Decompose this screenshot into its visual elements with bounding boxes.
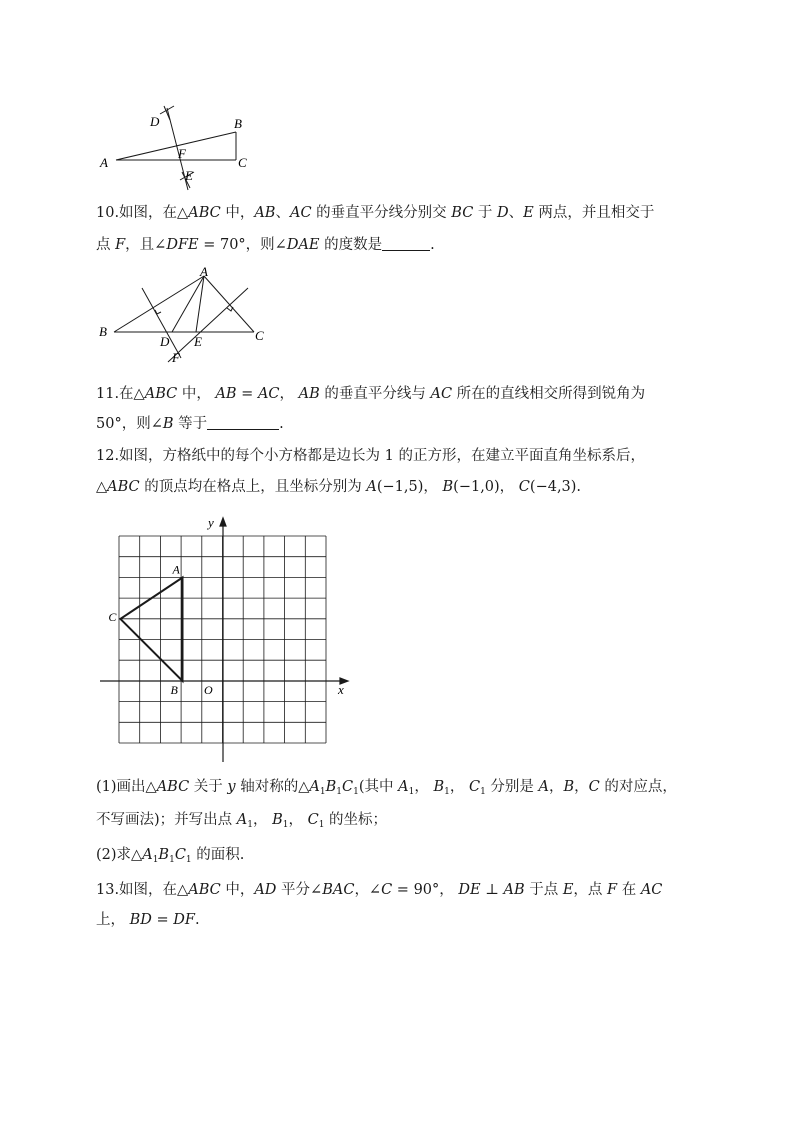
x-axis-label: x	[338, 682, 344, 697]
fig2-label-e: E	[194, 334, 202, 349]
q11-line-1: 11.在△ABC 中， AB = AC， AB 的垂直平分线与 AC 所在的直线相交所得到锐角为	[96, 386, 646, 402]
q10-answer-blank[interactable]	[382, 236, 430, 251]
fig2-label-f: F	[172, 350, 180, 365]
triangle-abc	[120, 578, 182, 682]
fig2-label-c: C	[255, 328, 264, 343]
q12-part1-line-2: 不写画法)；并写出点 $A_1$， $B_1$， $C_1$ 的坐标；	[96, 812, 388, 830]
axes	[100, 518, 348, 762]
y-axis-label: y	[208, 515, 214, 530]
fig1-label-c: C	[238, 155, 247, 170]
q13-line-2: 上， BD = DF.	[96, 912, 200, 928]
point-b-label: B	[170, 683, 178, 697]
fig1-label-f: F	[178, 146, 186, 161]
coordinate-grid-figure	[96, 512, 356, 764]
q12-part1-line-1: (1)画出△ABC 关于 y 轴对称的$\triangle A_1B_1C_1$(其中 $A_1$， $B_1$， $C_1$ 分别是 A，B，C 的对应点，	[96, 779, 677, 797]
fig1-label-a: A	[100, 155, 108, 170]
fig2-label-d: D	[160, 334, 170, 349]
point-a-label: A	[172, 562, 180, 577]
q10-line-2: 点 F，且∠DFE = 70°，则∠DAE 的度数是 .	[96, 237, 435, 253]
y-axis-arrow	[220, 518, 226, 526]
q12-part2: (2)求$\triangle A_1B_1C_1$ 的面积.	[96, 847, 245, 865]
q11-line-2: 50°，则∠B 等于 .	[96, 416, 284, 432]
q11-answer-blank[interactable]	[207, 415, 279, 430]
figure-2-triangle	[96, 264, 276, 368]
fig1-label-b: B	[234, 116, 242, 131]
fig1-label-d: D	[150, 114, 160, 129]
q12-line-1: 12.如图，方格纸中的每个小方格都是边长为 1 的正方形，在建立平面直角坐标系后，	[96, 448, 646, 464]
origin-label: O	[204, 683, 213, 697]
fig1-label-e: E	[185, 168, 193, 183]
q10-line-1: 10.如图，在△ABC 中，AB、AC 的垂直平分线分别交 BC 于 D、E 两点，并且相交于	[96, 205, 655, 221]
q13-line-1: 13.如图，在△ABC 中，AD 平分∠BAC，∠C = 90°， DE ⊥ AB 于点 E，点 F 在 AC	[96, 882, 663, 898]
fig2-label-a: A	[200, 264, 208, 279]
fig2-label-b: B	[99, 324, 107, 339]
q12-line-2: △ABC 的顶点均在格点上，且坐标分别为 A(−1,5)， B(−1,0)， C(−4,3).	[96, 479, 582, 495]
point-c-label: C	[108, 609, 117, 624]
figure-1-triangle	[96, 102, 256, 194]
